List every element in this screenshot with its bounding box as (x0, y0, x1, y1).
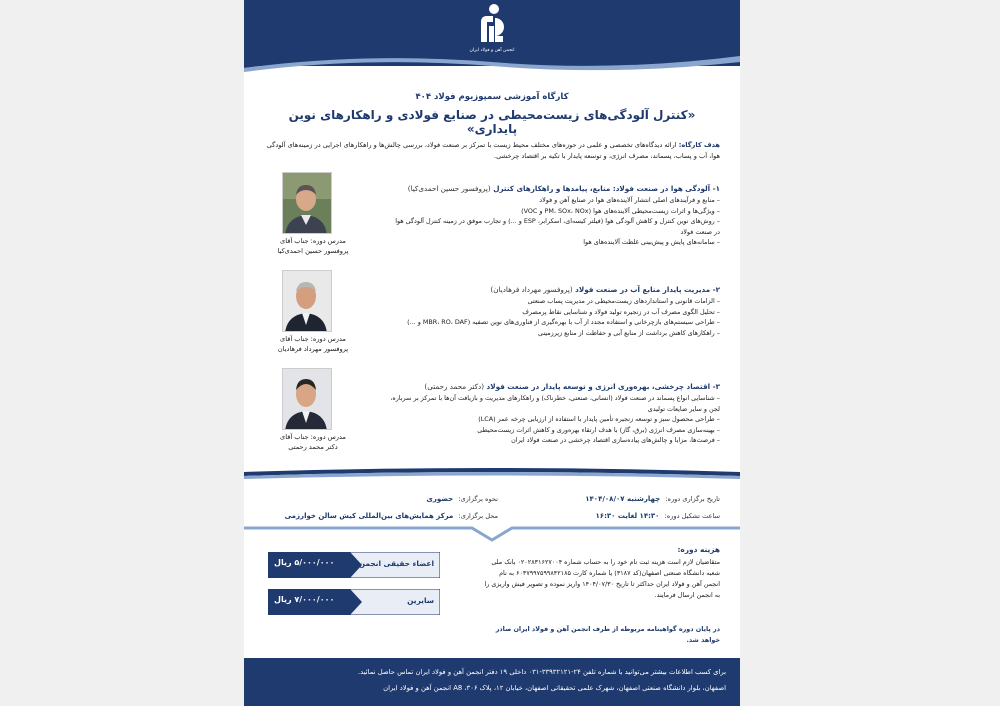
goal-label: هدف کارگاه: (678, 141, 720, 149)
list-item: – طراحی سیستم‌های بازچرخانی و استفاده مجدد از آب با بهره‌گیری از فناوری‌های نوین تصفیه (MBR، RO، DAF و ...) (407, 318, 720, 327)
instructor-caption (258, 334, 368, 354)
list-item: – سامانه‌های پایش و پیش‌بینی غلظت آلاینده‌های هوا (583, 238, 720, 247)
workshop-title: «کنترل آلودگی‌های زیست‌محیطی در صنایع فولادی و راهکارهای نوین پایداری» (288, 108, 696, 136)
instructor-portrait-icon (282, 369, 331, 430)
time-label: ساعت تشکیل دوره: (664, 512, 720, 520)
fee-tier-members (268, 552, 440, 578)
fee-tier-name: اعضاء حقیقی انجمن (358, 559, 434, 568)
section-air-pollution (390, 184, 720, 247)
fee-tier-amount: ۵/۰۰۰/۰۰۰ ریال (274, 558, 335, 567)
instructor-caption (258, 236, 368, 256)
list-item: – شناسایی انواع پسماند در صنعت فولاد (انسانی، صنعتی، خطرناک) و راهکارهای مدیریت و بازیافت آن‌ها با تمرکز بر سرباره، لجن و سایر ضایعات تولیدی (390, 394, 720, 413)
list-item: – بهینه‌سازی مصرف انرژی (برق، گاز) با هدف ارتقاء بهره‌وری و کاهش اثرات زیست‌محیطی (477, 425, 720, 434)
footer (244, 658, 740, 706)
workshop-goal (260, 140, 720, 162)
instructor-photo (282, 270, 332, 332)
instructor-portrait-icon (282, 271, 331, 332)
instructor-photo (282, 172, 332, 234)
date-value: چهارشنبه ۱۴۰۴/۰۸/۰۷ (585, 495, 661, 503)
section-topic-list (390, 393, 720, 445)
instructor-name: پروفسور مهرداد فرهادیان (277, 345, 349, 353)
instructor-name: دکتر محمد رحمتی (288, 443, 338, 451)
fee-title: هزینه دوره: (677, 545, 720, 554)
list-item: – تحلیل الگوی مصرف آب در زنجیره تولید فولاد و شناسایی نقاط پرمصرف (522, 307, 720, 316)
section-heading-text: ۲- مدیریت پایدار منابع آب در صنعت فولاد (575, 285, 720, 294)
section-water-management (390, 285, 720, 338)
list-item: – راهکارهای کاهش برداشت از منابع آبی و حفاظت از منابع زیرزمینی (538, 328, 720, 337)
list-item: – ویژگی‌ها و اثرات زیست‌محیطی آلاینده‌های هوا (PM، SOx، NOx و VOC) (521, 206, 720, 215)
event-schedule (500, 489, 720, 523)
date-label: تاریخ برگزاری دوره: (665, 495, 720, 503)
list-item: – روش‌های نوین کنترل و کاهش آلودگی هوا (فیلتر کیسه‌ای، اسکرابر، ESP و ...) و تجارب موفق در زمینه کنترل آلودگی هوا در صنعت فولاد (395, 217, 720, 236)
footer-contact: برای کسب اطلاعات بیشتر می‌توانید با شماره تلفن ۲۴-۳۳۹۳۲۱۲۱-۰۳۱ داخلی ۱۹ دفتر انجمن آهن و فولاد ایران تماس حاصل نمائید. (358, 668, 726, 676)
payment-instructions: متقاضیان لازم است هزینه ثبت نام خود را به حساب شماره ۰۲۰۲۸۳۱۶۲۷۰۰۴ بانک ملی شعبه دانشگاه صنعتی اصفهان(کد ۳۱۸۷) یا شماره کارت ۶۰۳۷۹۹۷۵۹۹۸۴۲۱۸۵ به نام انجمن آهن و فولاد ایران حداکثر تا تاریخ ۱۴۰۴/۰۷/۳۰ واریز نموده و تصویر فیش واریزی را به انجمن ارسال فرمایند. (484, 558, 720, 599)
chevron-divider (244, 520, 740, 542)
instructor-caption (258, 432, 368, 452)
instructor-portrait-icon (282, 173, 331, 234)
section-heading (390, 184, 720, 194)
section-instructor: (دکتر محمد رحمتی) (424, 382, 485, 391)
fee-tier-amount: ۷/۰۰۰/۰۰۰ ریال (274, 595, 335, 604)
section-instructor: (پروفسور مهرداد فرهادیان) (490, 285, 573, 294)
workshop-poster (244, 0, 740, 706)
fee-tier-others (268, 589, 440, 615)
section-heading-text: ۱- آلودگی هوا در صنعت فولاد: منابع، پیامدها و راهکارهای کنترل (493, 184, 720, 193)
list-item: – الزامات قانونی و استانداردهای زیست‌محیطی در مدیریت پساب صنعتی (527, 297, 720, 306)
time-value: ۱۴:۳۰ لغایت ۱۶:۳۰ (595, 512, 660, 520)
instructor-title: مدرس دوره: جناب آقای (280, 433, 346, 441)
section-topic-list (390, 195, 720, 247)
logo-name: انجمن آهن و فولاد ایران (469, 48, 515, 53)
section-heading (390, 285, 720, 295)
section-topic-list (390, 296, 720, 338)
fee-tier-name: سایرین (407, 596, 434, 605)
certificate-note: در پایان دوره گواهینامه مربوطه از طرف انجمن آهن و فولاد ایران صادر خواهد شد. (495, 625, 720, 644)
section-instructor: (پروفسور حسین احمدی‌کیا) (407, 184, 491, 193)
section-heading (390, 382, 720, 392)
instructor-title: مدرس دوره: جناب آقای (280, 335, 346, 343)
list-item: – طراحی محصول سبز و توسعه زنجیره تأمین پایدار با استفاده از ارزیابی چرخه عمر (LCA) (478, 415, 720, 424)
association-logo (467, 2, 517, 58)
venue-value: مرکز همایش‌های بین‌المللی کیش سالن خوارزمی (284, 512, 454, 520)
mode-value: حضوری (426, 495, 454, 503)
list-item: – منابع و فرآیندهای اصلی انتشار آلاینده‌های هوا در صنایع آهن و فولاد (539, 196, 720, 205)
section-divider (244, 466, 740, 482)
instructor-title: مدرس دوره: جناب آقای (280, 237, 346, 245)
section-heading-text: ۳- اقتصاد چرخشی، بهره‌وری انرژی و توسعه پایدار در صنعت فولاد (486, 382, 720, 391)
workshop-subtitle: کارگاه آموزشی سمپوزیوم فولاد ۴۰۴ (415, 92, 569, 102)
instructor-name: پروفسور حسین احمدی‌کیا (277, 247, 349, 255)
footer-address: اصفهان، بلوار دانشگاه صنعتی اصفهان، شهرک علمی تحقیقاتی اصفهان، خیابان ۱۲، پلاک ۳۰۶، A8 انجمن آهن و فولاد ایران (383, 684, 726, 692)
venue-label: محل برگزاری: (458, 512, 498, 520)
list-item: – فرصت‌ها، مزایا و چالش‌های پیاده‌سازی اقتصاد چرخشی در صنعت فولاد ایران (511, 436, 720, 445)
logo-icon (467, 2, 517, 48)
goal-text: ارائه دیدگاه‌های تخصصی و علمی در حوزه‌های مختلف محیط زیست با تمرکز بر صنعت فولاد، بررسی چالش‌ها و راهکارهای اجرایی در زمینه‌های آلودگی هوا، آب و پساب، پسماند، مصرف انرژی، و توسعه پایدار با تکیه بر اقتصاد چرخشی. (266, 141, 720, 160)
instructor-photo (282, 368, 332, 430)
section-circular-economy (390, 382, 720, 445)
mode-label: نحوه برگزاری: (458, 495, 498, 503)
event-venue (258, 489, 498, 523)
